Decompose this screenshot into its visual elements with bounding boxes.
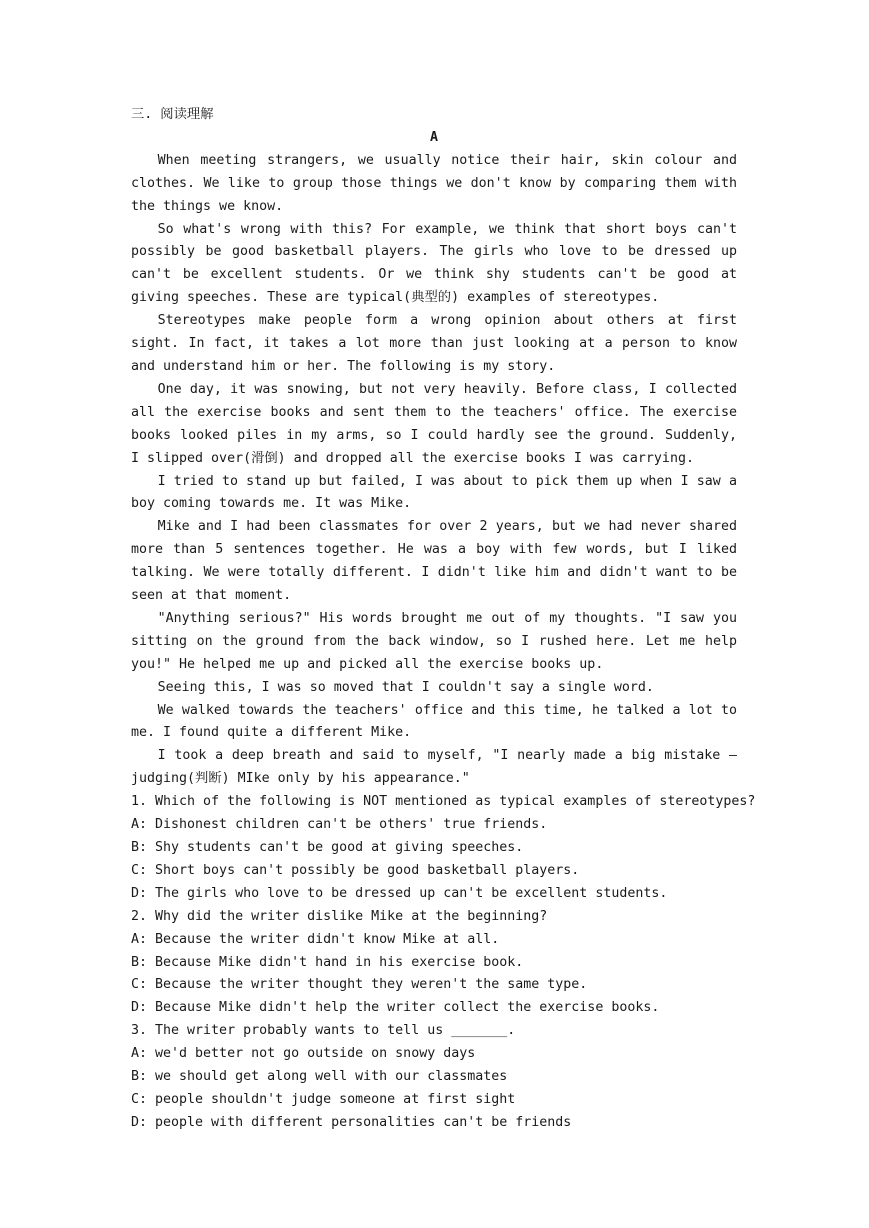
passage-body <box>131 150 737 791</box>
answer-option: C: Short boys can't possibly be good basketball players. <box>131 862 580 878</box>
answer-option: B: Because Mike didn't hand in his exercise book. <box>131 954 524 970</box>
answer-option: C: Because the writer thought they weren't the same type. <box>131 977 588 993</box>
answer-option: D: The girls who love to be dressed up can't be excellent students. <box>131 885 668 901</box>
answer-option: C: people shouldn't judge someone at first sight <box>131 1091 516 1107</box>
answer-option: A: Because the writer didn't know Mike at all. <box>131 931 500 947</box>
answer-option: D: Because Mike didn't help the writer collect the exercise books. <box>131 1000 660 1016</box>
paragraph: When meeting strangers, we usually notice their hair, skin colour and clothes. We like to group those things we don't know by comparing them with the things we know. <box>131 152 737 214</box>
question-block <box>131 906 737 1021</box>
document-page <box>131 104 756 1135</box>
section-title: 三. 阅读理解 <box>131 107 214 122</box>
answer-option: D: people with different personalities can't be friends <box>131 1114 572 1130</box>
paragraph: Seeing this, I was so moved that I couldn't say a single word. <box>157 679 654 695</box>
answer-option: B: Shy students can't be good at giving speeches. <box>131 840 524 855</box>
paragraph: I took a deep breath and said to myself, "I nearly made a big mistake — judging(判断) MIke only by his appearance." <box>131 748 737 787</box>
question-stem: 2. Why did the writer dislike Mike at the beginning? <box>131 908 548 924</box>
question-stem: 3. The writer probably wants to tell us _______. <box>131 1023 516 1039</box>
paragraph: Mike and I had been classmates for over 2 years, but we had never shared more than 5 sentences together. He was a boy with few words, but I liked talking. We were totally different. I didn't like him and didn't want to be seen at that moment. <box>131 519 737 604</box>
question-stem: 1. Which of the following is NOT mentioned as typical examples of stereotypes? <box>131 794 756 810</box>
answer-option: B: we should get along well with our classmates <box>131 1069 508 1085</box>
passage-label: A <box>429 129 438 145</box>
question-block <box>131 1020 737 1135</box>
paragraph: Stereotypes make people form a wrong opinion about others at first sight. In fact, it takes a lot more than just looking at a person to know and understand him or her. The following is my story. <box>131 313 737 374</box>
paragraph: We walked towards the teachers' office and this time, he talked a lot to me. I found quite a different Mike. <box>131 702 737 741</box>
answer-option: A: Dishonest children can't be others' true friends. <box>131 817 548 833</box>
paragraph: One day, it was snowing, but not very heavily. Before class, I collected all the exercise books and sent them to the teachers' office. The exercise books looked piles in my arms, so I could hardly see the ground. Suddenly, I slipped over(滑倒) and dropped all the exercise books I was carrying. <box>131 381 737 466</box>
paragraph: I tried to stand up but failed, I was about to pick them up when I saw a boy coming towards me. It was Mike. <box>131 473 737 512</box>
paragraph: "Anything serious?" His words brought me out of my thoughts. "I saw you sitting on the ground from the back window, so I rushed here. Let me help you!" He helped me up and picked all the exercise books up. <box>131 610 737 672</box>
question-block <box>131 791 756 906</box>
answer-option: A: we'd better not go outside on snowy days <box>131 1046 476 1062</box>
paragraph: So what's wrong with this? For example, we think that short boys can't possibly be good basketball players. The girls who love to be dressed up can't be excellent students. Or we think shy students can't be good at giving speeches. These are typical(典型的) examples of stereotypes. <box>131 221 737 306</box>
